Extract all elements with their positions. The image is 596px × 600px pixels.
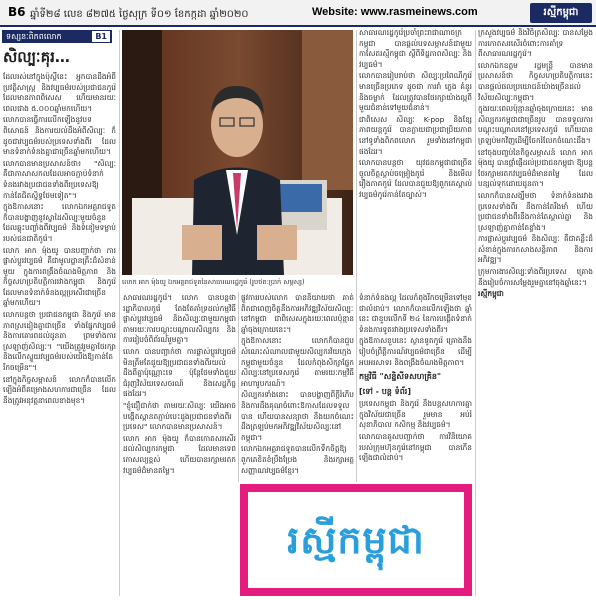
- page-header: [0, 0, 596, 27]
- paragraph: លោក បានបញ្ជាក់ថា ការផ្លាស់ប្តូរវប្បធម៌ មិនត្រឹមតែជួយឱ្យប្រជាជនទាំងពីរយល់ដឹងពីគ្នាប៉ុណ្ណោះទេ ប៉ុន្តែថែមទាំងជួយជំរុញវិស័យទេសចរណ៍ និងសេដ្ឋកិច្ចផងដែរ។: [123, 346, 236, 399]
- paragraph: ក្នុងឱកាសខួបនេះ ស្ថានទូតកូរ៉េ គ្រោងនឹងរៀបចំព្រឹត្តិការណ៍វប្បធម៌ជាច្រើន ដើម្បីអបអរសាទរ និងពង្រឹងចំណងមិត្តភាព។: [359, 336, 472, 367]
- article-column-3: [241, 293, 354, 481]
- paragraph: លោកក៏បានសង្ឃឹមថា ទំនាក់ទំនងរវាងប្រទេសទាំងពីរ នឹងកាន់តែរឹងមាំ ហើយប្រជាជនទាំងពីរនឹងកាន់តែស្គាល់គ្នា និងស្រឡាញ់គ្នាកាន់តែខ្លាំង។: [478, 190, 593, 232]
- paragraph: ផ្លូវការរបស់លោក បាននិយាយថា គាត់ពិតជាពេញចិត្តនឹងការអភិវឌ្ឍវិស័យសិល្បៈនៅកម្ពុជា ជាពិសេសក្នុងរយៈពេលប៉ុន្មានឆ្នាំចុងក្រោយនេះ។: [241, 293, 354, 334]
- paragraph: ក្នុងឱកាសនោះ លោកក៏បានជួបសំណេះសំណាលជាមួយសិល្បករវ័យក្មេងកម្ពុជាមួយចំនួន ដែលកំពុងសិក្សាផ្នែកសិល្បៈនៅប្រទេសកូរ៉េ តាមរយៈកម្មវិធីអាហារូបករណ៍។: [241, 336, 354, 388]
- paragraph: លោកបានរៀបរាប់ថា សិល្បៈប្រពៃណីកូរ៉េ មានច្រើនប្រភេទ ដូចជា ការរាំ ភ្លេង គំនូរ និងចម្លាក់ ដែលត្រូវបានថែរក្សាយ៉ាងល្អពីមួយជំនាន់ទៅមួយជំនាន់។: [359, 71, 472, 113]
- masthead-logo: រស្មីកម្ពុជា: [530, 3, 592, 23]
- photo-illustration: [122, 30, 353, 275]
- subheading-byline: [ទៅ - បន្ត ទំព័រ]: [359, 387, 411, 397]
- paragraph: ក្រសួងវប្បធម៌ និងវិចិត្រសិល្បៈ បានសម្តែងការកោតសរសើរចំពោះការគាំទ្រពីសាធារណរដ្ឋកូរ៉េ។: [478, 28, 593, 59]
- subheading: កម្មវិធី "សន្និសីទសហគ្រិន": [359, 372, 442, 382]
- issue-line: ឆ្នាំទី២៨ លេខ ៨២៧៥ ថ្ងៃសុក្រ ទី០១ ខែកក្កដា ឆ្នាំ២០២០: [30, 9, 249, 20]
- article-column-top: [359, 28, 472, 291]
- photo-caption: លោក អាក ម៉ុងយូ ឯកអគ្គរាជទូតនៃសាធារណរដ្ឋកូរ៉េ (រូបថត:ប្រាក់ សម្ភស្ស): [122, 277, 353, 288]
- article-column-1: [3, 72, 116, 596]
- paragraph: ក្នុងឱកាសនោះ លោកឯកអគ្គរាជទូតក៏បានបង្ហាញនូវស្នាដៃសិល្បៈមួយចំនួន ដែលឆ្លុះបញ្ចាំងពីវប្បធម៌ និងទំនៀមទម្លាប់របស់ជនជាតិកូរ៉េ។: [3, 202, 116, 243]
- paragraph: លោកបានបន្តថា យុវជនកម្ពុជាជាច្រើន ចូលចិត្តស្តាប់ចម្រៀងកូរ៉េ និងមើលរឿងភាគកូរ៉េ ដែលបានជួយឱ្យពួកគេស្គាល់វប្បធម៌កូរ៉េកាន់តែច្បាស់។: [359, 158, 472, 199]
- section-label-text: ទស្សនៈពិភពលោក: [6, 32, 62, 41]
- paragraph: ក្រុមការងារសិល្បៈទាំងពីរប្រទេស គ្រោងនឹងរៀបចំការសម្តែងរួមគ្នានៅចុងឆ្នាំនេះ។: [478, 267, 593, 287]
- article-column-5: [478, 28, 593, 596]
- column-divider: [238, 292, 239, 482]
- paragraph: ដែលរស់នៅក្នុងប៉ុស្តិ៍នេះ អ្នកបានដឹងអំពីប្រវត្តិសាស្ត្រ និងវប្បធម៌របស់ប្រជាជនកូរ៉េ ដែលមានភាពពិសេស ហើយមានរយៈពេលជាង ៥.០០០ឆ្នាំមកហើយ។: [3, 72, 116, 113]
- page-number: B6: [8, 5, 26, 19]
- paragraph: លោក អាក ម៉ុងយូ បានបញ្ជាក់ថា ការផ្លាស់ប្តូរវប្បធម៌ គឺជាមូលដ្ឋានគ្រឹះដ៏សំខាន់មួយ ក្នុងការពង្រឹងចំណងមិត្តភាព និងកិច្ចសហប្រតិបត្តិការរវាងកម្ពុជា និងកូរ៉េ ដែលមានទំនាក់ទំនងល្អប្រសើរជាច្រើនឆ្នាំមកហើយ។: [3, 245, 116, 308]
- paragraph: លោកឯកឧត្តម រដ្ឋមន្ត្រី បានមានប្រសាសន៍ថា កិច្ចសហប្រតិបត្តិការនេះ បានផ្តល់ផលប្រយោជន៍យ៉ាងច្រើនដល់វិស័យសិល្បៈកម្ពុជា។: [478, 60, 593, 102]
- column-divider: [475, 30, 476, 596]
- headline: សិល្បៈគុរ…: [3, 48, 70, 66]
- paragraph: សិល្បករទាំងនោះ បានបង្ហាញពីក្តីរំភើប និងការដឹងគុណចំពោះឱកាសដែលទទួលបាន ហើយបានសន្យាថា នឹងយកចំណេះដឹងត្រឡប់មកអភិវឌ្ឍវិស័យសិល្បៈនៅកម្ពុជា។: [241, 390, 354, 442]
- paragraph: រស្មីកម្ពុជា: [478, 289, 504, 299]
- paragraph: "ខ្ញុំជឿជាក់ថា តាមរយៈសិល្បៈ យើងអាចបង្កើតស្ពានតភ្ជាប់បេះដូងប្រជាជនទាំងពីរប្រទេស" លោកបានមានប្រសាសន៍។: [123, 400, 236, 432]
- column-divider: [356, 30, 357, 482]
- column-divider: [119, 30, 120, 596]
- paragraph: សាធារណរដ្ឋកូរ៉េប្រចាំព្រះរាជាណាចក្រកម្ពុជា បានផ្តល់បទសម្ភាសន៍ជាមួយកាសែតរស្មីកម្ពុជា ស្តីពីទិដ្ឋភាពសិល្បៈ និងវប្បធម៌។: [359, 28, 472, 69]
- section-code: B1: [92, 31, 110, 42]
- paragraph: ជាពិសេស សិល្បៈ K-pop និងខ្សែភាពយន្តកូរ៉េ បានក្លាយជាប្រជាប្រិយភាពនៅទូទាំងពិភពលោក រួមទាំងនៅកម្ពុជាផងដែរ។: [359, 114, 472, 156]
- article-column-4: [359, 293, 472, 483]
- paragraph: ប្រទេសកម្ពុជា និងកូរ៉េ នឹងបន្តសហការគ្នាក្នុងវិស័យជាច្រើន រួមមាន អប់រំ សុខាភិបាល កសិកម្ម និងវប្បធម៌។: [359, 399, 472, 430]
- website-url: Website: www.rasmeinews.com: [312, 6, 478, 18]
- paragraph: ក្នុងរយៈពេលប៉ុន្មានឆ្នាំចុងក្រោយនេះ មានសិល្បករកម្ពុជាជាច្រើនរូប បានទទួលការបណ្តុះបណ្តាលនៅប្រទេសកូរ៉េ ហើយបានត្រឡប់មកវិញដើម្បីចែករំលែកចំណេះដឹង។: [478, 104, 593, 145]
- paragraph: លោកបានមានប្រសាសន៍ថា៖ "សិល្បៈ គឺជាភាសាសកលដែលអាចភ្ជាប់ទំនាក់ទំនងរវាងប្រជាជនទាំងពីរប្រទេសឱ្យកាន់តែជិតស្និទ្ធថែមទៀត"។: [3, 158, 116, 200]
- article-column-2: [123, 293, 236, 596]
- paragraph: សាធារណរដ្ឋកូរ៉េ។ លោក បានបន្តថា រដ្ឋាភិបាលកូរ៉េ តែងតែគាំទ្រដល់កម្មវិធីផ្លាស់ប្តូរវប្បធម៌ និងសិល្បៈជាមួយកម្ពុជា តាមរយៈការបណ្តុះបណ្តាលសិល្បករ និងការរៀបចំពិព័រណ៍រួមគ្នា។: [123, 293, 236, 345]
- paragraph: នៅចុងបញ្ចប់នៃកិច្ចសម្ភាសន៍ លោក អាក ម៉ុងយូ បានផ្តាំផ្ញើដល់ប្រជាជនកម្ពុជា ឱ្យបន្តថែរក្សាមរតកវប្បធម៌ដ៏មានតម្លៃ ដែលបន្សល់ទុកដោយដូនតា។: [478, 147, 593, 189]
- paragraph: ទំនាក់ទំនងល្អ ដែលកំពុងរីកចម្រើនទៅមុខជាលំដាប់។ លោកក៏បានលើកឡើងថា ឆ្នាំនេះ ជាខួបលើកទី ២៤ នៃការបង្កើតទំនាក់ទំនងការទូតរវាងប្រទេសទាំងពីរ។: [359, 293, 472, 334]
- paragraph: ការផ្លាស់ប្តូរវប្បធម៌ និងសិល្បៈ គឺជាគន្លឹះដ៏សំខាន់ក្នុងការកសាងសន្តិភាព និងការអភិវឌ្ឍ។: [478, 234, 593, 265]
- paragraph: លោកឯកអគ្គរាជទូតបានលើកទឹកចិត្តឱ្យពួកគេខិតខំប្រឹងប្រែង និងរក្សាអត្តសញ្ញាណវប្បធម៌ខ្មែរ។: [241, 444, 354, 475]
- section-label: [2, 30, 112, 43]
- article-photo: [122, 30, 353, 275]
- paragraph: លោកបានធ្វើការលើកឡើងនូវបទពិសោធន៍ និងការយល់ដឹងអំពីសិល្បៈ ក៏ដូចជាវប្បធម៌របស់ប្រទេសទាំងពីរ ដែលមានទំនាក់ទំនងគ្នាជាច្រើនឆ្នាំមកហើយ។: [3, 115, 116, 157]
- paragraph: លោក អាក ម៉ុងយូ ក៏បានកោតសរសើរដល់សិល្បករកម្ពុជា ដែលមានទេពកោសល្យខ្ពស់ ហើយបានរក្សាមរតកវប្បធម៌ដ៏មានតម្លៃ។: [123, 433, 236, 475]
- paragraph: លោកបានគូសបញ្ជាក់ថា ការវិនិយោគរបស់ក្រុមហ៊ុនកូរ៉េនៅកម្ពុជា បានកើនឡើងជាលំដាប់។: [359, 431, 472, 463]
- paragraph: នៅក្នុងកិច្ចសម្ភាសន៍ លោកក៏បានលើកឡើងអំពីគម្រោងសហការជាច្រើន ដែលនឹងត្រូវអនុវត្តនាពេលខាងមុខ។: [3, 374, 116, 405]
- advertisement-box: [240, 484, 472, 596]
- ad-logo-text: រស្មីកម្ពុជា: [287, 518, 425, 562]
- paragraph: លោកបន្តថា ប្រជាជនកម្ពុជា និងកូរ៉េ មានភាពស្រដៀងគ្នាជាច្រើន ទាំងផ្នែកវប្បធម៌ និងការគោរពដល់ដូនតា ព្រមទាំងការស្រឡាញ់សិល្បៈ។ "យើងត្រូវរួមគ្នាថែរក្សា និងលើកស្ទួយវប្បធម៌របស់យើងឱ្យកាន់តែរីកចម្រើន"។: [3, 310, 116, 373]
